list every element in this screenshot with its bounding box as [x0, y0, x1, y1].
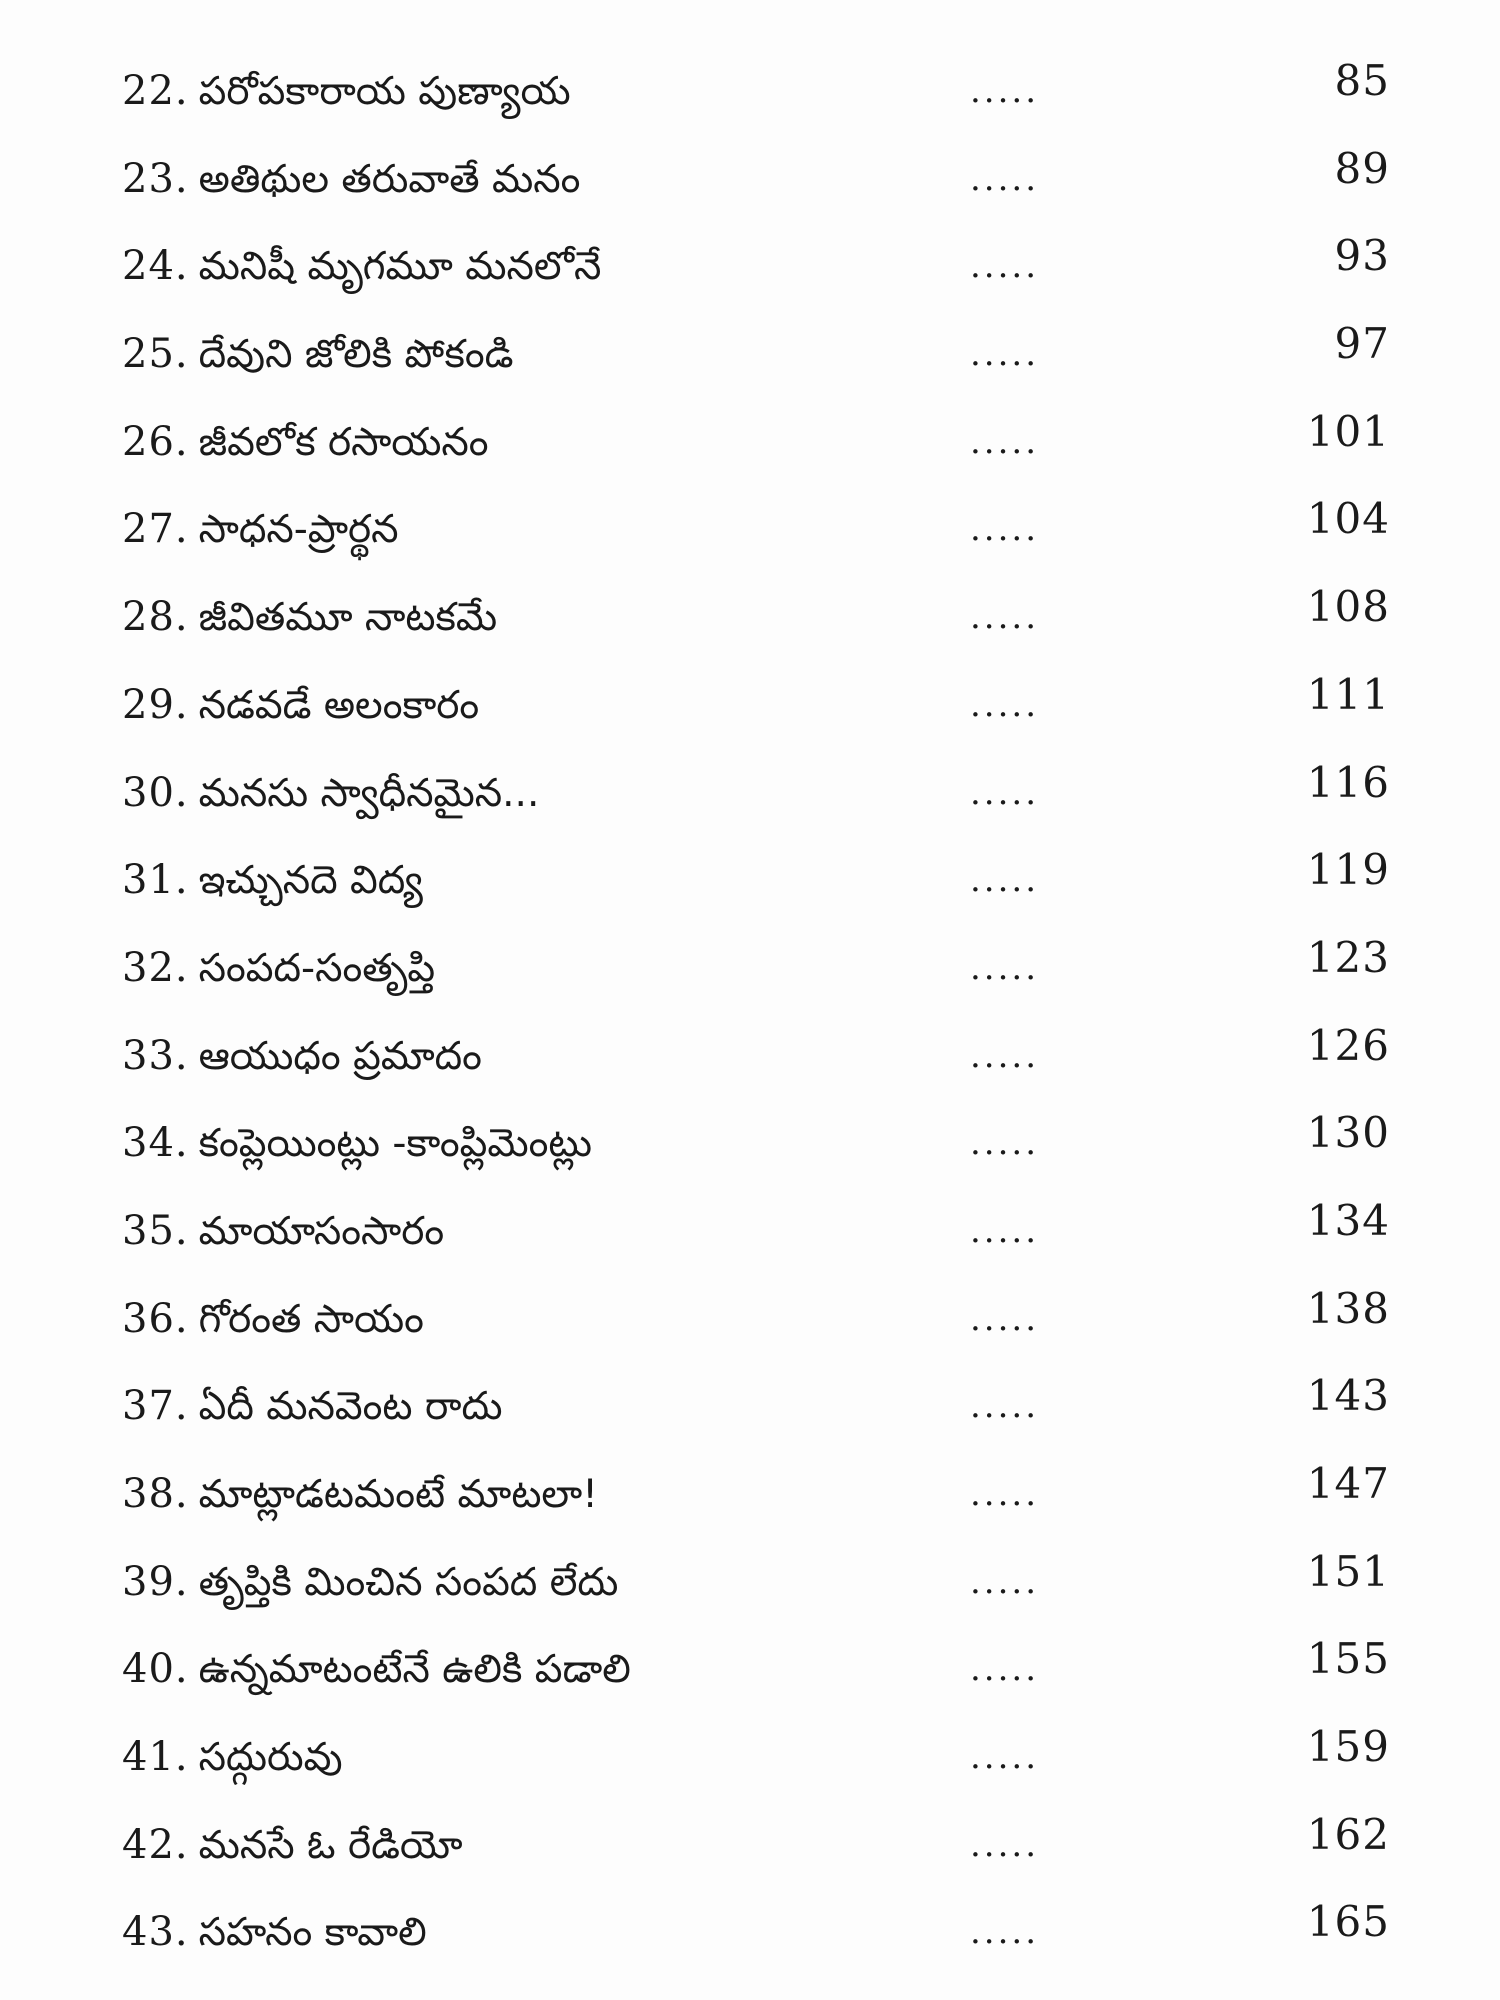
toc-entry	[0, 1546, 1500, 1634]
entry-number: 25.	[122, 331, 189, 378]
entry-title: జీవలోక రసాయనం	[198, 419, 489, 465]
entry-title: జీవితమూ నాటకమే	[198, 595, 498, 641]
page-number: 126	[1306, 1020, 1390, 1070]
entry-number: 37.	[122, 1383, 189, 1430]
dot-leader: .....	[970, 1824, 1040, 1865]
toc-entry-text	[122, 1207, 444, 1256]
toc-entry	[0, 1809, 1500, 1897]
entry-number: 24.	[122, 243, 189, 290]
toc-entry-text	[122, 67, 571, 116]
dot-leader: .....	[970, 1298, 1040, 1339]
entry-title: మనిషీ మృగమూ మనలోనే	[198, 244, 602, 290]
dot-leader: .....	[970, 1210, 1040, 1251]
page-number: 89	[1334, 143, 1390, 193]
toc-entry-text	[122, 593, 497, 642]
entry-number: 40.	[122, 1646, 189, 1693]
toc-entry	[0, 757, 1500, 845]
entry-title: మనసు స్వాధీనమైన...	[198, 770, 540, 816]
entry-title: కంప్లెయింట్లు -కాంప్లిమెంట్లు	[198, 1121, 593, 1167]
entry-number: 29.	[122, 681, 189, 728]
toc-entry-text	[122, 1821, 463, 1870]
page-number: 155	[1306, 1634, 1390, 1684]
entry-title: తృప్తికి మించిన సంపద లేదు	[198, 1559, 619, 1605]
entry-title: ఆయుధం ప్రమాదం	[198, 1033, 482, 1079]
toc-entry	[0, 55, 1500, 143]
page-number: 162	[1306, 1809, 1390, 1859]
toc-entry-text	[122, 330, 513, 379]
page-number: 111	[1306, 669, 1390, 719]
entry-title: సాధన-ప్రార్థన	[198, 507, 399, 553]
entry-number: 42.	[122, 1821, 189, 1868]
entry-number: 39.	[122, 1558, 189, 1605]
toc-entry	[0, 1370, 1500, 1458]
page-number: 93	[1334, 231, 1390, 281]
toc-entry	[0, 230, 1500, 318]
dot-leader: .....	[970, 246, 1040, 287]
toc-entry	[0, 1721, 1500, 1809]
entry-number: 26.	[122, 418, 189, 465]
toc-entry	[0, 1896, 1500, 1984]
page-number: 159	[1306, 1722, 1390, 1772]
entry-title: సద్గురువు	[198, 1735, 343, 1781]
entry-title: ఉన్నమాటంటేనే ఉలికి పడాలి	[198, 1647, 631, 1693]
entry-number: 30.	[122, 769, 189, 816]
toc-entry	[0, 493, 1500, 581]
dot-leader: .....	[970, 684, 1040, 725]
dot-leader: .....	[970, 1386, 1040, 1427]
entry-title: గోరంత సాయం	[198, 1296, 424, 1342]
entry-number: 36.	[122, 1295, 189, 1342]
page-number: 101	[1306, 406, 1390, 456]
entry-title: నడవడే అలంకారం	[198, 682, 480, 728]
page-number: 85	[1334, 56, 1390, 105]
dot-leader: .....	[970, 1737, 1040, 1778]
toc-entry-text	[122, 1382, 503, 1431]
dot-leader: .....	[970, 1474, 1040, 1514]
dot-leader: .....	[970, 1561, 1040, 1602]
toc-entry	[0, 844, 1500, 932]
page-number: 138	[1306, 1283, 1390, 1333]
entry-title: దేవుని జోలికి పోకండి	[198, 332, 514, 378]
page-number: 134	[1306, 1195, 1390, 1245]
toc-entry-text	[122, 418, 489, 467]
toc-entry-text	[122, 1558, 618, 1607]
page-number: 123	[1306, 932, 1390, 982]
entry-title: పరోపకారాయ పుణ్యాయ	[198, 69, 571, 114]
toc-entry	[0, 1633, 1500, 1721]
toc-entry-text	[122, 1470, 598, 1519]
toc-entry-text	[122, 944, 435, 993]
entry-number: 41.	[122, 1734, 189, 1781]
toc-entry	[0, 1458, 1500, 1546]
toc-entry	[0, 669, 1500, 757]
dot-leader: .....	[970, 1649, 1040, 1690]
entry-title: మాయాసంసారం	[198, 1208, 445, 1254]
dot-leader: .....	[970, 334, 1040, 375]
dot-leader: .....	[970, 421, 1040, 462]
toc-entry-text	[122, 1733, 343, 1782]
dot-leader: .....	[970, 1912, 1040, 1953]
toc-entry	[0, 581, 1500, 669]
entry-number: 34.	[122, 1120, 189, 1167]
dot-leader: .....	[970, 597, 1040, 638]
toc-entry-text	[122, 1032, 482, 1081]
entry-number: 43.	[122, 1909, 189, 1956]
entry-number: 22.	[122, 68, 189, 114]
toc-entry-text	[122, 681, 479, 730]
toc-entry	[0, 406, 1500, 494]
page-number: 104	[1306, 494, 1390, 544]
page-number: 116	[1306, 757, 1390, 807]
toc-entry	[0, 1107, 1500, 1195]
dot-leader: .....	[970, 1123, 1040, 1164]
entry-title: అతిథుల తరువాతే మనం	[198, 156, 581, 202]
entry-title: ఏదీ మనవెంట రాదు	[198, 1384, 503, 1430]
toc-entry-text	[122, 1645, 631, 1694]
toc-entry-text	[122, 1908, 427, 1957]
entry-number: 28.	[122, 594, 189, 641]
toc-entry	[0, 1020, 1500, 1108]
toc-entry	[0, 1283, 1500, 1371]
page-number: 119	[1306, 845, 1390, 895]
entry-title: సహనం కావాలి	[198, 1910, 427, 1956]
toc-entry-text	[122, 1119, 592, 1168]
entry-number: 33.	[122, 1032, 189, 1079]
entry-number: 38.	[122, 1471, 189, 1517]
dot-leader: .....	[970, 860, 1040, 901]
page-number: 147	[1306, 1459, 1390, 1508]
toc-entry-text	[122, 769, 539, 818]
toc-entry-text	[122, 856, 423, 905]
toc-entry-text	[122, 1295, 424, 1344]
entry-title: సంపద-సంతృప్తి	[198, 945, 436, 991]
page-number: 165	[1306, 1897, 1390, 1947]
page-number: 108	[1306, 582, 1390, 632]
entry-number: 31.	[122, 857, 189, 904]
dot-leader: .....	[970, 509, 1040, 550]
entry-number: 35.	[122, 1207, 189, 1254]
entry-title: మనసే ఓ రేడియో	[198, 1822, 463, 1868]
toc-entry	[0, 143, 1500, 231]
page-number: 143	[1306, 1371, 1390, 1421]
entry-number: 27.	[122, 506, 189, 553]
toc-entry	[0, 318, 1500, 406]
toc-entry	[0, 932, 1500, 1020]
entry-number: 32.	[122, 944, 189, 991]
dot-leader: .....	[970, 772, 1040, 813]
toc-entry-text	[122, 505, 399, 554]
entry-title: మాట్లాడటమంటే మాటలా!	[198, 1472, 598, 1517]
toc-entry-text	[122, 242, 601, 291]
page-number: 130	[1306, 1108, 1390, 1158]
dot-leader: .....	[970, 71, 1040, 111]
dot-leader: .....	[970, 158, 1040, 199]
table-of-contents	[0, 55, 1500, 1984]
toc-entry-text	[122, 155, 580, 204]
toc-entry	[0, 1195, 1500, 1283]
dot-leader: .....	[970, 1035, 1040, 1076]
entry-number: 23.	[122, 155, 189, 202]
page-number: 97	[1334, 319, 1390, 369]
dot-leader: .....	[970, 947, 1040, 988]
page-number: 151	[1306, 1546, 1390, 1596]
entry-title: ఇచ్చునదె విద్య	[198, 858, 423, 904]
